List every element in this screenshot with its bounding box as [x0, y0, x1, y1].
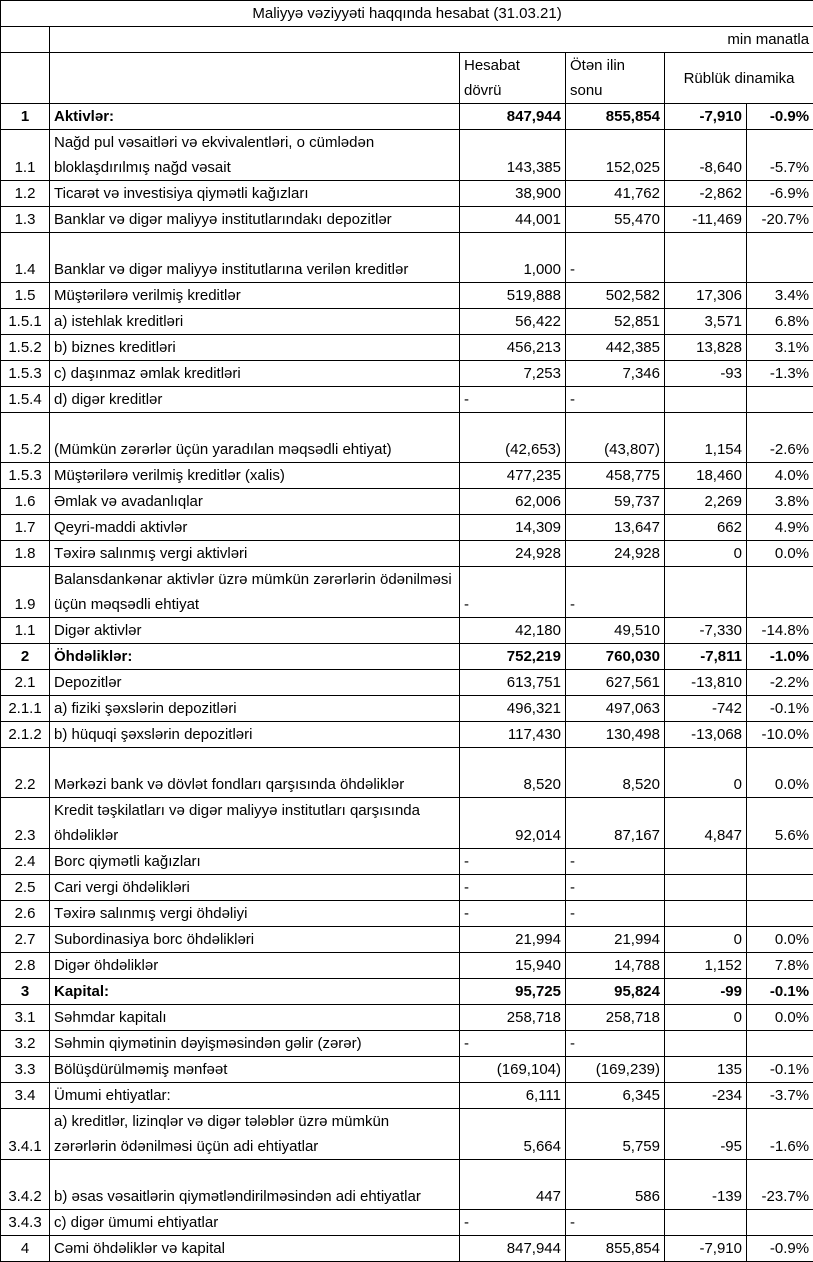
current-period-value: 5,664 — [460, 1109, 566, 1160]
previous-year-value: - — [566, 567, 665, 618]
row-label: Balansdankənar aktivlər üzrə mümkün zərərlərin ödənilməsi üçün məqsədli ehtiyat — [50, 567, 460, 618]
row-number: 1.1 — [1, 618, 50, 644]
table-row — [1, 309, 813, 335]
row-label: b) hüquqi şəxslərin depozitləri — [50, 722, 460, 748]
table-row — [1, 387, 813, 413]
previous-year-value: 52,851 — [566, 309, 665, 335]
absolute-change-value: 2,269 — [665, 489, 747, 515]
table-row — [1, 953, 813, 979]
row-label: Təxirə salınmış vergi aktivləri — [50, 541, 460, 567]
table-row — [1, 181, 813, 207]
row-number: 2.7 — [1, 927, 50, 953]
row-label: Səhmdar kapitalı — [50, 1005, 460, 1031]
percent-change-value: -0.1% — [747, 1057, 813, 1083]
percent-change-value: -23.7% — [747, 1160, 813, 1210]
row-label: Depozitlər — [50, 670, 460, 696]
row-label: a) istehlak kreditləri — [50, 309, 460, 335]
previous-year-value: - — [566, 849, 665, 875]
percent-change-value: 4.9% — [747, 515, 813, 541]
absolute-change-value — [665, 1210, 747, 1236]
row-number: 3.4.2 — [1, 1160, 50, 1210]
row-label: b) əsas vəsaitlərin qiymətləndirilməsindən adi ehtiyatlar — [50, 1160, 460, 1210]
previous-year-value: - — [566, 1031, 665, 1057]
row-label: Kapital: — [50, 979, 460, 1005]
previous-year-value: 855,854 — [566, 104, 665, 130]
current-period-value: 143,385 — [460, 130, 566, 181]
current-period-value: (42,653) — [460, 413, 566, 463]
previous-year-value: 14,788 — [566, 953, 665, 979]
table-row — [1, 875, 813, 901]
header-quarterly-dynamics: Rüblük dinamika — [665, 53, 813, 104]
header-previous-year-end: Ötən ilin sonu — [566, 53, 665, 104]
previous-year-value: 152,025 — [566, 130, 665, 181]
percent-change-value: -0.9% — [747, 1236, 813, 1262]
row-number: 2.6 — [1, 901, 50, 927]
unit-label: min manatla — [50, 27, 813, 53]
current-period-value: 15,940 — [460, 953, 566, 979]
table-row — [1, 696, 813, 722]
percent-change-value: 3.8% — [747, 489, 813, 515]
current-period-value: 752,219 — [460, 644, 566, 670]
previous-year-value: 855,854 — [566, 1236, 665, 1262]
percent-change-value: 7.8% — [747, 953, 813, 979]
previous-year-value: - — [566, 875, 665, 901]
row-number: 3.4.3 — [1, 1210, 50, 1236]
row-number: 2.4 — [1, 849, 50, 875]
row-label: d) digər kreditlər — [50, 387, 460, 413]
current-period-value: 56,422 — [460, 309, 566, 335]
current-period-value: 95,725 — [460, 979, 566, 1005]
table-row — [1, 233, 813, 283]
absolute-change-value: -234 — [665, 1083, 747, 1109]
percent-change-value: 6.8% — [747, 309, 813, 335]
row-label: Əmlak və avadanlıqlar — [50, 489, 460, 515]
previous-year-value: - — [566, 1210, 665, 1236]
row-number: 1.5.4 — [1, 387, 50, 413]
absolute-change-value — [665, 901, 747, 927]
current-period-value: 519,888 — [460, 283, 566, 309]
absolute-change-value: -8,640 — [665, 130, 747, 181]
absolute-change-value: 18,460 — [665, 463, 747, 489]
percent-change-value: -14.8% — [747, 618, 813, 644]
row-label: Mərkəzi bank və dövlət fondları qarşısında öhdəliklər — [50, 748, 460, 798]
row-label: Borc qiymətli kağızları — [50, 849, 460, 875]
absolute-change-value: 0 — [665, 1005, 747, 1031]
absolute-change-value: -7,910 — [665, 1236, 747, 1262]
previous-year-value: 59,737 — [566, 489, 665, 515]
previous-year-value: 760,030 — [566, 644, 665, 670]
row-number: 2.5 — [1, 875, 50, 901]
percent-change-value — [747, 849, 813, 875]
current-period-value: - — [460, 901, 566, 927]
header-current-period: Hesabat dövrü — [460, 53, 566, 104]
previous-year-value: - — [566, 901, 665, 927]
previous-year-value: 41,762 — [566, 181, 665, 207]
row-label: Banklar və digər maliyyə institutlarına verilən kreditlər — [50, 233, 460, 283]
current-period-value: - — [460, 849, 566, 875]
percent-change-value: 0.0% — [747, 748, 813, 798]
percent-change-value: -2.6% — [747, 413, 813, 463]
current-period-value: 477,235 — [460, 463, 566, 489]
previous-year-value: (169,239) — [566, 1057, 665, 1083]
absolute-change-value: 1,154 — [665, 413, 747, 463]
current-period-value: 44,001 — [460, 207, 566, 233]
row-label: b) biznes kreditləri — [50, 335, 460, 361]
current-period-value: (169,104) — [460, 1057, 566, 1083]
percent-change-value — [747, 875, 813, 901]
absolute-change-value — [665, 1031, 747, 1057]
percent-change-value: 3.1% — [747, 335, 813, 361]
previous-year-value: 458,775 — [566, 463, 665, 489]
percent-change-value: -1.6% — [747, 1109, 813, 1160]
table-row — [1, 489, 813, 515]
row-label: Nağd pul vəsaitləri və ekvivalentləri, o cümlədən bloklaşdırılmış nağd vəsait — [50, 130, 460, 181]
table-row — [1, 722, 813, 748]
current-period-value: 456,213 — [460, 335, 566, 361]
current-period-value: 21,994 — [460, 927, 566, 953]
absolute-change-value: -7,811 — [665, 644, 747, 670]
table-row — [1, 644, 813, 670]
row-number: 2.3 — [1, 798, 50, 849]
current-period-value: - — [460, 567, 566, 618]
previous-year-value: - — [566, 233, 665, 283]
absolute-change-value — [665, 849, 747, 875]
current-period-value: 42,180 — [460, 618, 566, 644]
row-number: 2.2 — [1, 748, 50, 798]
row-number: 3 — [1, 979, 50, 1005]
table-row — [1, 361, 813, 387]
row-label: Aktivlər: — [50, 104, 460, 130]
absolute-change-value: -99 — [665, 979, 747, 1005]
row-number: 1.5.3 — [1, 361, 50, 387]
table-row — [1, 130, 813, 181]
current-period-value: 24,928 — [460, 541, 566, 567]
current-period-value: 14,309 — [460, 515, 566, 541]
row-number: 3.4 — [1, 1083, 50, 1109]
absolute-change-value: 135 — [665, 1057, 747, 1083]
row-number: 1.5.1 — [1, 309, 50, 335]
percent-change-value: -0.1% — [747, 979, 813, 1005]
row-number: 1.7 — [1, 515, 50, 541]
table-row — [1, 1236, 813, 1262]
table-row — [1, 618, 813, 644]
row-number: 1.5.2 — [1, 413, 50, 463]
percent-change-value — [747, 387, 813, 413]
previous-year-value: 21,994 — [566, 927, 665, 953]
table-row — [1, 104, 813, 130]
previous-year-value: 130,498 — [566, 722, 665, 748]
table-row — [1, 1005, 813, 1031]
previous-year-value: 502,582 — [566, 283, 665, 309]
previous-year-value: 7,346 — [566, 361, 665, 387]
row-number: 4 — [1, 1236, 50, 1262]
previous-year-value: 586 — [566, 1160, 665, 1210]
table-row — [1, 1083, 813, 1109]
previous-year-value: 258,718 — [566, 1005, 665, 1031]
row-label: Subordinasiya borc öhdəlikləri — [50, 927, 460, 953]
current-period-value: 1,000 — [460, 233, 566, 283]
row-number: 1.8 — [1, 541, 50, 567]
table-row — [1, 207, 813, 233]
table-row — [1, 541, 813, 567]
absolute-change-value: 0 — [665, 748, 747, 798]
absolute-change-value — [665, 387, 747, 413]
percent-change-value — [747, 1210, 813, 1236]
table-row — [1, 1210, 813, 1236]
percent-change-value: -0.1% — [747, 696, 813, 722]
table-row — [1, 1057, 813, 1083]
row-label: Müştərilərə verilmiş kreditlər (xalis) — [50, 463, 460, 489]
row-number: 2.1 — [1, 670, 50, 696]
table-row — [1, 849, 813, 875]
current-period-value: 258,718 — [460, 1005, 566, 1031]
table-row — [1, 515, 813, 541]
percent-change-value: -3.7% — [747, 1083, 813, 1109]
row-label: a) fiziki şəxslərin depozitləri — [50, 696, 460, 722]
empty-cell — [1, 53, 50, 104]
absolute-change-value: -13,068 — [665, 722, 747, 748]
row-label: Təxirə salınmış vergi öhdəliyi — [50, 901, 460, 927]
row-label: Cari vergi öhdəlikləri — [50, 875, 460, 901]
row-label: Qeyri-maddi aktivlər — [50, 515, 460, 541]
row-label: Banklar və digər maliyyə institutlarındakı depozitlər — [50, 207, 460, 233]
table-body — [1, 104, 813, 1262]
percent-change-value: 0.0% — [747, 1005, 813, 1031]
row-label: (Mümkün zərərlər üçün yaradılan məqsədli ehtiyat) — [50, 413, 460, 463]
empty-cell — [50, 53, 460, 104]
table-row — [1, 748, 813, 798]
row-label: a) kreditlər, lizinqlər və digər tələblər üzrə mümkün zərərlərin ödənilməsi üçün adi ehtiyatlar — [50, 1109, 460, 1160]
current-period-value: 496,321 — [460, 696, 566, 722]
percent-change-value: -5.7% — [747, 130, 813, 181]
row-label: Ümumi ehtiyatlar: — [50, 1083, 460, 1109]
absolute-change-value: -7,330 — [665, 618, 747, 644]
row-number: 3.2 — [1, 1031, 50, 1057]
empty-cell — [1, 27, 50, 53]
percent-change-value: 0.0% — [747, 541, 813, 567]
current-period-value: 7,253 — [460, 361, 566, 387]
absolute-change-value: 3,571 — [665, 309, 747, 335]
row-number: 1.1 — [1, 130, 50, 181]
table-row — [1, 1031, 813, 1057]
absolute-change-value: 662 — [665, 515, 747, 541]
percent-change-value: -1.3% — [747, 361, 813, 387]
previous-year-value: 442,385 — [566, 335, 665, 361]
previous-year-value: 497,063 — [566, 696, 665, 722]
previous-year-value: 13,647 — [566, 515, 665, 541]
row-number: 2.1.2 — [1, 722, 50, 748]
row-label: Öhdəliklər: — [50, 644, 460, 670]
table-row — [1, 798, 813, 849]
current-period-value: 92,014 — [460, 798, 566, 849]
current-period-value: 613,751 — [460, 670, 566, 696]
row-number: 1.5.3 — [1, 463, 50, 489]
row-number: 3.1 — [1, 1005, 50, 1031]
row-label: Müştərilərə verilmiş kreditlər — [50, 283, 460, 309]
row-number: 2.8 — [1, 953, 50, 979]
absolute-change-value: -742 — [665, 696, 747, 722]
previous-year-value: 627,561 — [566, 670, 665, 696]
table-row — [1, 413, 813, 463]
percent-change-value — [747, 233, 813, 283]
previous-year-value: 95,824 — [566, 979, 665, 1005]
percent-change-value: -2.2% — [747, 670, 813, 696]
row-number: 1.5 — [1, 283, 50, 309]
row-number: 1 — [1, 104, 50, 130]
row-number: 3.4.1 — [1, 1109, 50, 1160]
table-row — [1, 1109, 813, 1160]
previous-year-value: 8,520 — [566, 748, 665, 798]
row-label: Bölüşdürülməmiş mənfəət — [50, 1057, 460, 1083]
table-row — [1, 927, 813, 953]
current-period-value: - — [460, 1210, 566, 1236]
current-period-value: 8,520 — [460, 748, 566, 798]
row-number: 2 — [1, 644, 50, 670]
percent-change-value: -10.0% — [747, 722, 813, 748]
current-period-value: 847,944 — [460, 1236, 566, 1262]
absolute-change-value: -13,810 — [665, 670, 747, 696]
percent-change-value: -6.9% — [747, 181, 813, 207]
row-label: Səhmin qiymətinin dəyişməsindən gəlir (zərər) — [50, 1031, 460, 1057]
absolute-change-value: -2,862 — [665, 181, 747, 207]
row-label: c) digər ümumi ehtiyatlar — [50, 1210, 460, 1236]
current-period-value: - — [460, 875, 566, 901]
table-row — [1, 670, 813, 696]
previous-year-value: (43,807) — [566, 413, 665, 463]
current-period-value: 62,006 — [460, 489, 566, 515]
table-row — [1, 1160, 813, 1210]
percent-change-value — [747, 901, 813, 927]
previous-year-value: 55,470 — [566, 207, 665, 233]
current-period-value: - — [460, 1031, 566, 1057]
absolute-change-value: 13,828 — [665, 335, 747, 361]
absolute-change-value: -93 — [665, 361, 747, 387]
previous-year-value: 87,167 — [566, 798, 665, 849]
absolute-change-value: -95 — [665, 1109, 747, 1160]
row-number: 1.6 — [1, 489, 50, 515]
current-period-value: 38,900 — [460, 181, 566, 207]
table-row — [1, 979, 813, 1005]
absolute-change-value: 1,152 — [665, 953, 747, 979]
row-number: 3.3 — [1, 1057, 50, 1083]
absolute-change-value: 0 — [665, 541, 747, 567]
percent-change-value: -20.7% — [747, 207, 813, 233]
previous-year-value: 49,510 — [566, 618, 665, 644]
current-period-value: 6,111 — [460, 1083, 566, 1109]
absolute-change-value: 17,306 — [665, 283, 747, 309]
current-period-value: - — [460, 387, 566, 413]
previous-year-value: 6,345 — [566, 1083, 665, 1109]
percent-change-value: 5.6% — [747, 798, 813, 849]
absolute-change-value: 0 — [665, 927, 747, 953]
percent-change-value — [747, 567, 813, 618]
previous-year-value: 24,928 — [566, 541, 665, 567]
table-row — [1, 901, 813, 927]
row-number: 1.4 — [1, 233, 50, 283]
previous-year-value: 5,759 — [566, 1109, 665, 1160]
row-label: c) daşınmaz əmlak kreditləri — [50, 361, 460, 387]
table-row — [1, 567, 813, 618]
report-title: Maliyyə vəziyyəti haqqında hesabat (31.03.21) — [1, 1, 813, 27]
current-period-value: 117,430 — [460, 722, 566, 748]
row-label: Digər öhdəliklər — [50, 953, 460, 979]
table-row — [1, 335, 813, 361]
row-number: 1.9 — [1, 567, 50, 618]
row-number: 1.2 — [1, 181, 50, 207]
row-label: Kredit təşkilatları və digər maliyyə institutları qarşısında öhdəliklər — [50, 798, 460, 849]
row-label: Cəmi öhdəliklər və kapital — [50, 1236, 460, 1262]
table-row — [1, 463, 813, 489]
absolute-change-value — [665, 233, 747, 283]
row-number: 2.1.1 — [1, 696, 50, 722]
row-label: Ticarət və investisiya qiymətli kağızları — [50, 181, 460, 207]
absolute-change-value: -7,910 — [665, 104, 747, 130]
percent-change-value: 3.4% — [747, 283, 813, 309]
absolute-change-value: 4,847 — [665, 798, 747, 849]
current-period-value: 847,944 — [460, 104, 566, 130]
absolute-change-value — [665, 567, 747, 618]
current-period-value: 447 — [460, 1160, 566, 1210]
row-number: 1.5.2 — [1, 335, 50, 361]
percent-change-value: -1.0% — [747, 644, 813, 670]
percent-change-value: 4.0% — [747, 463, 813, 489]
percent-change-value — [747, 1031, 813, 1057]
row-label: Digər aktivlər — [50, 618, 460, 644]
percent-change-value: 0.0% — [747, 927, 813, 953]
percent-change-value: -0.9% — [747, 104, 813, 130]
table-row — [1, 283, 813, 309]
absolute-change-value — [665, 875, 747, 901]
absolute-change-value: -11,469 — [665, 207, 747, 233]
absolute-change-value: -139 — [665, 1160, 747, 1210]
row-number: 1.3 — [1, 207, 50, 233]
previous-year-value: - — [566, 387, 665, 413]
